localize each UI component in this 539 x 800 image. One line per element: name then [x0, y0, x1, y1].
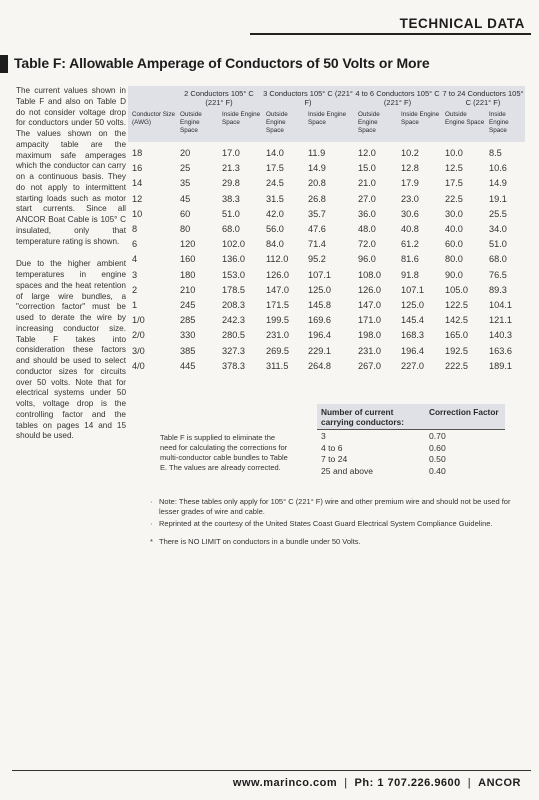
table-row: [128, 268, 525, 283]
table-cell: 4/0: [132, 360, 145, 371]
table-cell: 199.5: [266, 315, 289, 326]
table-cell: 11.9: [308, 148, 326, 158]
table-cell: 0.60: [429, 442, 446, 453]
inside-engine-space-header: Inside Engine Space: [485, 110, 525, 142]
inside-engine-space-header: Inside Engine Space: [218, 110, 262, 142]
table-cell: 153.0: [222, 269, 245, 280]
footnote: [150, 537, 530, 547]
table-row: [128, 222, 525, 237]
table-cell: 14.9: [489, 178, 507, 189]
table-cell: 445: [180, 360, 196, 371]
table-cell: 12.0: [358, 148, 376, 158]
table-cell: 80: [180, 224, 191, 235]
table-cell: 61.2: [401, 239, 419, 250]
table-row: [128, 313, 525, 328]
table-cell: 42.0: [266, 208, 284, 219]
table-cell: 231.0: [266, 330, 289, 341]
table-cell: 147.0: [266, 284, 289, 295]
table-cell: 245: [180, 300, 196, 311]
table-cell: 102.0: [222, 239, 245, 250]
table-cell: 81.6: [401, 254, 419, 265]
table-cell: 104.1: [489, 300, 512, 311]
page-footer: [233, 777, 521, 789]
table-cell: 35.7: [308, 208, 326, 219]
footer-rule: [12, 770, 531, 771]
table-cell: 40.8: [401, 224, 419, 235]
table-cell: 60.0: [445, 239, 463, 250]
table-cell: 96.0: [358, 254, 376, 265]
table-cell: 20: [180, 148, 191, 158]
table-cell: 136.0: [222, 254, 245, 265]
table-cell: 125.0: [308, 284, 331, 295]
group-header-3-conductors: 3 Conductors 105° C (221° F): [262, 86, 354, 110]
table-cell: 4: [132, 254, 138, 265]
correction-factor-table: [317, 404, 505, 477]
conductor-size-header: Conductor Size (AWG): [128, 110, 176, 142]
table-cell: 105.0: [445, 284, 468, 295]
table-cell: 25: [180, 163, 191, 174]
table-cell: 171.0: [358, 315, 381, 326]
header-corner: [128, 86, 176, 110]
table-cell: 24.5: [266, 178, 284, 189]
table-cell: 1: [132, 300, 138, 311]
table-cell: 267.0: [358, 360, 381, 371]
outside-engine-space-header: Outside Engine Space: [262, 110, 304, 142]
table-cell: 192.5: [445, 345, 468, 356]
table-cell: 121.1: [489, 315, 512, 326]
table-cell: 178.5: [222, 284, 245, 295]
correction-factor-header: Correction Factor: [425, 404, 505, 430]
table-cell: 27.0: [358, 193, 376, 204]
table-row: [128, 359, 525, 374]
inside-engine-space-header: Inside Engine Space: [304, 110, 354, 142]
table-cell: 231.0: [358, 345, 381, 356]
correction-explanation-note: Table F is supplied to eliminate the need for calculating the corrections for multi-conductor cable bundles to Table E. The values are already corrected.: [160, 433, 288, 472]
table-cell: 30.6: [401, 208, 419, 219]
table-cell: 26.8: [308, 193, 326, 204]
table-cell: 107.1: [401, 284, 424, 295]
table-cell: 17.9: [401, 178, 419, 189]
table-cell: 12.5: [445, 163, 463, 174]
correction-header-row: [317, 404, 505, 430]
footer-phone: Ph: 1 707.226.9600: [354, 777, 461, 789]
table-cell: 19.1: [489, 193, 507, 204]
table-cell: 125.0: [401, 300, 424, 311]
table-cell: 280.5: [222, 330, 245, 341]
table-cell: 107.1: [308, 269, 331, 280]
table-cell: 0.40: [429, 465, 446, 476]
table-cell: 35: [180, 178, 191, 189]
table-cell: 45: [180, 193, 191, 204]
footer-website[interactable]: www.marinco.com: [232, 777, 338, 789]
table-cell: 25 and above: [321, 465, 374, 476]
table-cell: 72.0: [358, 239, 376, 250]
table-cell: 242.3: [222, 315, 245, 326]
section-title: Table F: Allowable Amperage of Conductors of 50 Volts or More: [14, 55, 430, 71]
table-cell: 89.3: [489, 284, 507, 295]
table-cell: 23.0: [401, 193, 419, 204]
table-cell: 2/0: [132, 330, 145, 341]
table-cell: 84.0: [266, 239, 284, 250]
asterisk-icon: *: [150, 537, 153, 546]
conductor-count-header: Number of current carrying conductors:: [317, 404, 425, 430]
table-cell: 3: [317, 430, 425, 443]
table-row: [128, 237, 525, 252]
bullet-icon: ·: [150, 519, 153, 528]
table-cell: 222.5: [445, 360, 468, 371]
ampacity-group-header-row: [128, 86, 525, 110]
table-cell: 180: [180, 269, 196, 280]
table-cell: 10.6: [489, 163, 507, 174]
table-cell: 15.0: [358, 163, 376, 174]
table-cell: 122.5: [445, 300, 468, 311]
ampacity-table: [128, 86, 525, 374]
page-header-title: TECHNICAL DATA: [399, 16, 525, 31]
table-cell: 196.4: [308, 330, 331, 341]
table-cell: 95.2: [308, 254, 326, 265]
table-cell: 14.9: [308, 163, 326, 174]
table-cell: 264.8: [308, 360, 331, 371]
table-cell: 0.70: [425, 430, 505, 443]
table-cell: 108.0: [358, 269, 381, 280]
table-cell: 40.0: [445, 224, 463, 235]
table-cell: 227.0: [401, 360, 424, 371]
table-cell: 208.3: [222, 300, 245, 311]
intro-paragraph-1: The current values shown in Table F and also on Table D do not consider voltage drop for conductors under 50 volts. The values shown on the ampacity table are the maximum safe amperages which the conductor can carry on a continuous basis. They do not apply to intermittent starting loads such as motor start currents. Since all ANCOR Boat Cable is 105° C insulated, only that temperature rating is shown.: [16, 86, 126, 246]
table-cell: 145.8: [308, 300, 331, 311]
table-row: [128, 142, 525, 161]
outside-engine-space-header: Outside Engine Space: [176, 110, 218, 142]
table-cell: 378.3: [222, 360, 245, 371]
table-cell: 385: [180, 345, 196, 356]
table-cell: 145.4: [401, 315, 424, 326]
table-cell: 2: [132, 284, 138, 295]
table-cell: 29.8: [222, 178, 240, 189]
table-cell: 12: [132, 193, 143, 204]
ampacity-sub-header-row: [128, 110, 525, 142]
table-cell: 30.0: [445, 208, 463, 219]
header-rule: [250, 33, 531, 35]
footnote: [150, 519, 530, 529]
table-row: [317, 443, 505, 455]
table-cell: 6: [132, 239, 138, 250]
table-cell: 48.0: [358, 224, 376, 235]
table-cell: 36.0: [358, 208, 376, 219]
table-cell: 140.3: [489, 330, 512, 341]
footnote: [150, 497, 530, 517]
inside-engine-space-header: Inside Engine Space: [397, 110, 441, 142]
footnote-text: Reprinted at the courtesy of the United States Coast Guard Electrical System Compliance Guideline.: [159, 519, 493, 528]
group-header-4-to-6-conductors: 4 to 6 Conductors 105° C (221° F): [354, 86, 441, 110]
table-cell: 20.8: [308, 178, 326, 189]
table-cell: 112.0: [266, 254, 289, 265]
table-cell: 17.5: [445, 178, 463, 189]
table-row: [128, 328, 525, 343]
intro-text-column: [16, 86, 126, 442]
table-cell: 189.1: [489, 360, 512, 371]
table-cell: 0.50: [429, 454, 446, 464]
table-cell: 21.0: [358, 178, 376, 189]
footer-brand: ANCOR: [478, 777, 521, 789]
table-cell: 91.8: [401, 269, 419, 280]
table-cell: 80.0: [445, 254, 463, 265]
table-cell: 330: [180, 330, 196, 341]
footer-separator: |: [467, 777, 472, 789]
table-cell: 285: [180, 315, 196, 326]
table-cell: 14.0: [266, 148, 284, 158]
table-cell: 22.5: [445, 193, 463, 204]
table-row: [317, 454, 505, 466]
table-cell: 17.0: [222, 148, 240, 158]
ampacity-table-body: [128, 142, 525, 374]
table-cell: 3: [132, 269, 138, 280]
table-cell: 34.0: [489, 224, 507, 235]
table-cell: 160: [180, 254, 196, 265]
table-cell: 68.0: [489, 254, 507, 265]
bullet-icon: ·: [150, 497, 153, 506]
table-cell: 56.0: [266, 224, 284, 235]
footer-separator: |: [344, 777, 348, 789]
table-row: [128, 207, 525, 222]
table-cell: 210: [180, 284, 196, 295]
intro-paragraph-2: Due to the higher ambient temperatures in engine spaces and the heat retention of large wire bundles, a "correction factor" must be used to derate the wire by increasing conductor size. Table F takes into consideration these factors and should be used to select conductor sizes for circuits over 50 volts. Note that for electrical systems under 50 volts, voltage drop is the controlling factor and the tables on pages 14 and 15 should be used.: [16, 259, 126, 441]
table-row: [128, 252, 525, 267]
group-header-2-conductors: 2 Conductors 105° C (221° F): [176, 86, 262, 110]
outside-engine-space-header: Outside Engine Space: [354, 110, 397, 142]
table-cell: 10: [132, 208, 143, 219]
table-cell: 163.6: [489, 345, 512, 356]
table-cell: 311.5: [266, 360, 289, 371]
table-cell: 68.0: [222, 224, 240, 235]
table-cell: 51.0: [222, 208, 240, 219]
table-cell: 71.4: [308, 239, 326, 250]
table-row: [128, 283, 525, 298]
table-cell: 196.4: [401, 345, 424, 356]
table-cell: 4 to 6: [321, 442, 343, 453]
table-cell: 14: [132, 178, 143, 189]
table-cell: 169.6: [308, 315, 331, 326]
table-row: [128, 192, 525, 207]
table-cell: 8.5: [489, 148, 502, 158]
table-cell: 10.0: [445, 148, 463, 158]
table-cell: 168.3: [401, 330, 424, 341]
outside-engine-space-header: Outside Engine Space: [441, 110, 485, 142]
footnote-text: Note: These tables only apply for 105° C (221° F) wire and other premium wire and should not be used for lesser grades of wire and cable.: [159, 497, 511, 516]
table-cell: 1/0: [132, 315, 145, 326]
table-cell: 76.5: [489, 269, 507, 280]
table-row: [317, 466, 505, 478]
footnotes: [150, 497, 530, 547]
table-row: [128, 176, 525, 191]
table-cell: 126.0: [358, 284, 381, 295]
table-cell: 165.0: [445, 330, 468, 341]
table-cell: 229.1: [308, 345, 331, 356]
table-cell: 327.3: [222, 345, 245, 356]
table-cell: 38.3: [222, 193, 240, 204]
table-cell: 198.0: [358, 330, 381, 341]
table-row: [128, 161, 525, 176]
table-cell: 47.6: [308, 224, 326, 235]
table-row: [317, 430, 505, 443]
table-cell: 120: [180, 239, 196, 250]
table-cell: 269.5: [266, 345, 289, 356]
table-cell: 51.0: [489, 239, 507, 250]
group-header-7-to-24-conductors: 7 to 24 Conductors 105° C (221° F): [441, 86, 525, 110]
table-cell: 3/0: [132, 345, 145, 356]
table-cell: 16: [132, 163, 143, 174]
table-cell: 10.2: [401, 148, 419, 158]
table-cell: 142.5: [445, 315, 468, 326]
table-cell: 8: [132, 224, 138, 235]
table-cell: 90.0: [445, 269, 463, 280]
table-cell: 126.0: [266, 269, 289, 280]
table-cell: 171.5: [266, 300, 289, 311]
table-cell: 31.5: [266, 193, 284, 204]
table-cell: 147.0: [358, 300, 381, 311]
table-cell: 17.5: [266, 163, 284, 174]
table-cell: 21.3: [222, 163, 240, 174]
table-cell: 60: [180, 208, 191, 219]
table-row: [128, 298, 525, 313]
table-cell: 12.8: [401, 163, 419, 174]
table-row: [128, 344, 525, 359]
table-cell: 7 to 24: [321, 454, 348, 464]
footnote-text: There is NO LIMIT on conductors in a bundle under 50 Volts.: [159, 537, 361, 546]
section-marker: [0, 55, 8, 73]
table-cell: 18: [132, 148, 143, 158]
table-cell: 25.5: [489, 208, 507, 219]
